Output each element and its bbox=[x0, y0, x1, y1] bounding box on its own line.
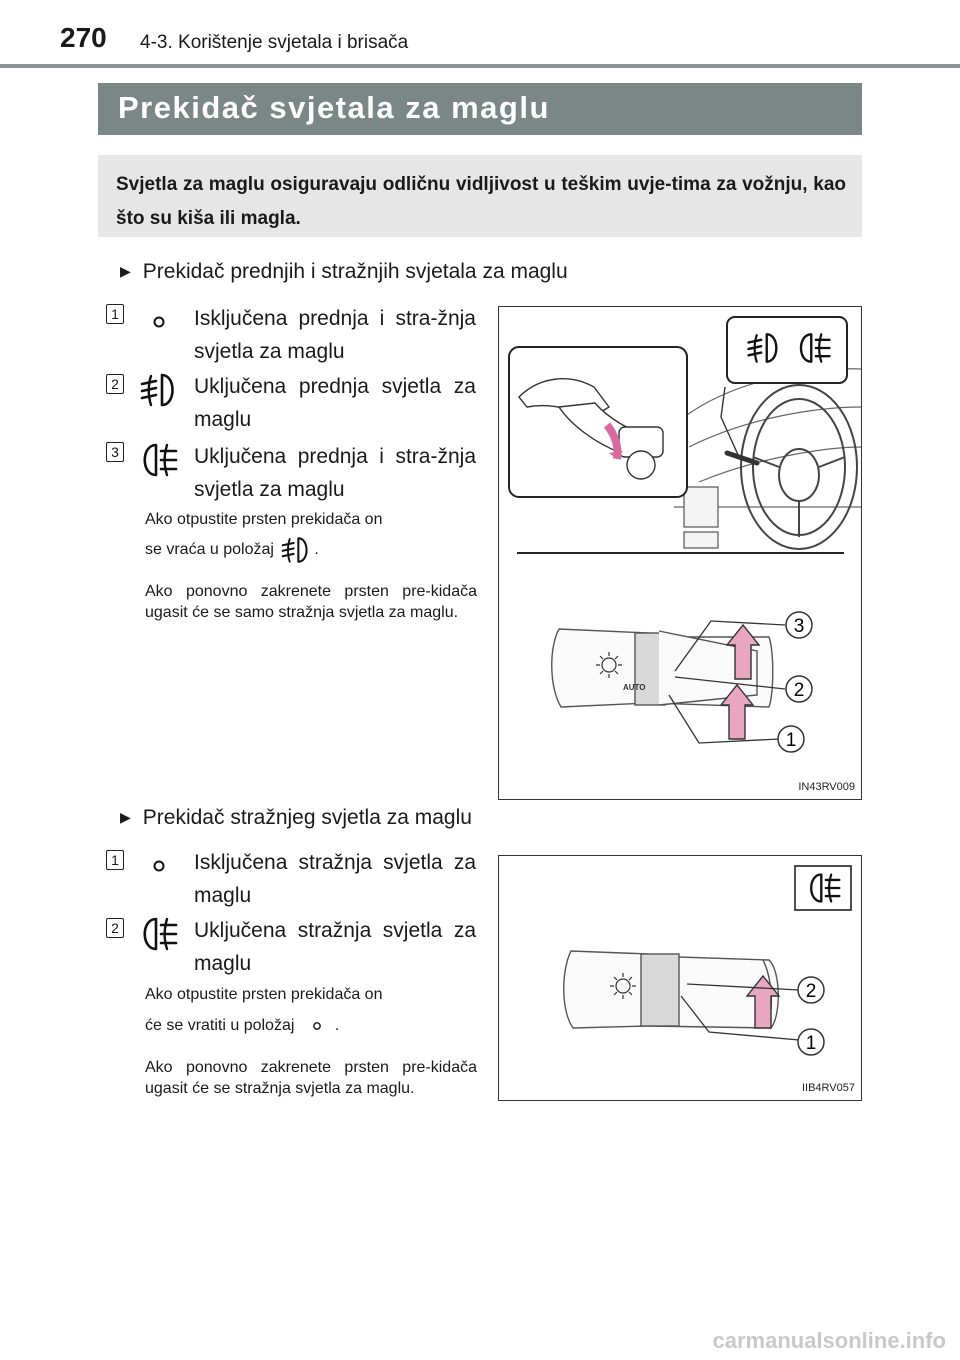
fog-off-icon bbox=[299, 1012, 335, 1040]
title-bar bbox=[98, 83, 862, 135]
watermark: carmanualsonline.info bbox=[712, 1328, 946, 1353]
figure-illustration bbox=[499, 307, 861, 799]
section-title: 4-3. Korištenje svjetala i brisača bbox=[140, 32, 409, 53]
page-title: Prekidač svjetala za maglu bbox=[118, 90, 550, 125]
triangle-bullet-icon: ▶ bbox=[120, 809, 131, 825]
figure-code: IN43RV009 bbox=[798, 781, 855, 793]
rear-fog-icon bbox=[136, 440, 182, 480]
header-rule bbox=[0, 64, 960, 68]
intro-box bbox=[98, 155, 862, 237]
note-text: . bbox=[334, 1017, 340, 1035]
fog-off-icon bbox=[136, 846, 182, 886]
item-text: Uključena prednja i stra-žnja svjetla za maglu bbox=[194, 445, 476, 501]
triangle-bullet-icon: ▶ bbox=[120, 263, 131, 279]
figure-fog-switch-rear bbox=[498, 855, 862, 1101]
item-number: 2 bbox=[106, 374, 124, 394]
callout-3: 3 bbox=[793, 616, 805, 637]
note: Ako ponovno zakrenete prsten pre-kidača ugasit će se stražnja svjetla za maglu. bbox=[145, 1059, 477, 1097]
item-text: Uključena stražnja svjetla za maglu bbox=[194, 919, 476, 975]
figure-fog-switch-front-rear bbox=[498, 306, 862, 800]
note-text: . bbox=[314, 541, 319, 559]
item-text: Isključena stražnja svjetla za maglu bbox=[194, 851, 476, 907]
section2-heading-text: Prekidač stražnjeg svjetla za maglu bbox=[142, 806, 472, 829]
note: Ako ponovno zakrenete prsten pre-kidača ugasit će se samo stražnja svjetla za maglu. bbox=[145, 583, 477, 621]
item-number: 2 bbox=[106, 918, 124, 938]
section1-heading-text: Prekidač prednjih i stražnjih svjetala za maglu bbox=[142, 260, 568, 283]
callout-2: 2 bbox=[793, 680, 805, 701]
item-text: Isključena prednja i stra-žnja svjetla za maglu bbox=[194, 307, 476, 363]
item-number: 1 bbox=[106, 304, 124, 324]
front-fog-icon bbox=[278, 534, 314, 566]
intro-text: Svjetla za maglu osiguravaju odličnu vidljivost u teškim uvje-tima za vožnju, kao što su kiša ili magla. bbox=[116, 174, 846, 229]
note bbox=[145, 534, 319, 566]
auto-label: AUTO bbox=[623, 683, 646, 692]
item-text: Uključena prednja svjetla za maglu bbox=[194, 375, 476, 431]
callout-1: 1 bbox=[805, 1033, 817, 1054]
section2-heading bbox=[120, 806, 472, 830]
figure-code: IIB4RV057 bbox=[801, 1082, 855, 1094]
section1-heading bbox=[120, 260, 568, 284]
page-number: 270 bbox=[60, 22, 107, 53]
front-fog-icon bbox=[136, 370, 182, 410]
figure-illustration bbox=[499, 856, 861, 1100]
note-text: se vraća u položaj bbox=[145, 541, 274, 559]
item-number: 3 bbox=[106, 442, 124, 462]
fog-off-icon bbox=[136, 302, 182, 342]
rear-fog-icon bbox=[136, 914, 182, 954]
callout-1: 1 bbox=[785, 730, 797, 751]
note: Ako otpustite prsten prekidača on bbox=[145, 511, 383, 528]
note-text: će se vratiti u položaj bbox=[145, 1017, 295, 1035]
note: Ako otpustite prsten prekidača on bbox=[145, 986, 383, 1003]
item-number: 1 bbox=[106, 850, 124, 870]
callout-2: 2 bbox=[805, 981, 817, 1002]
note bbox=[145, 1012, 339, 1040]
